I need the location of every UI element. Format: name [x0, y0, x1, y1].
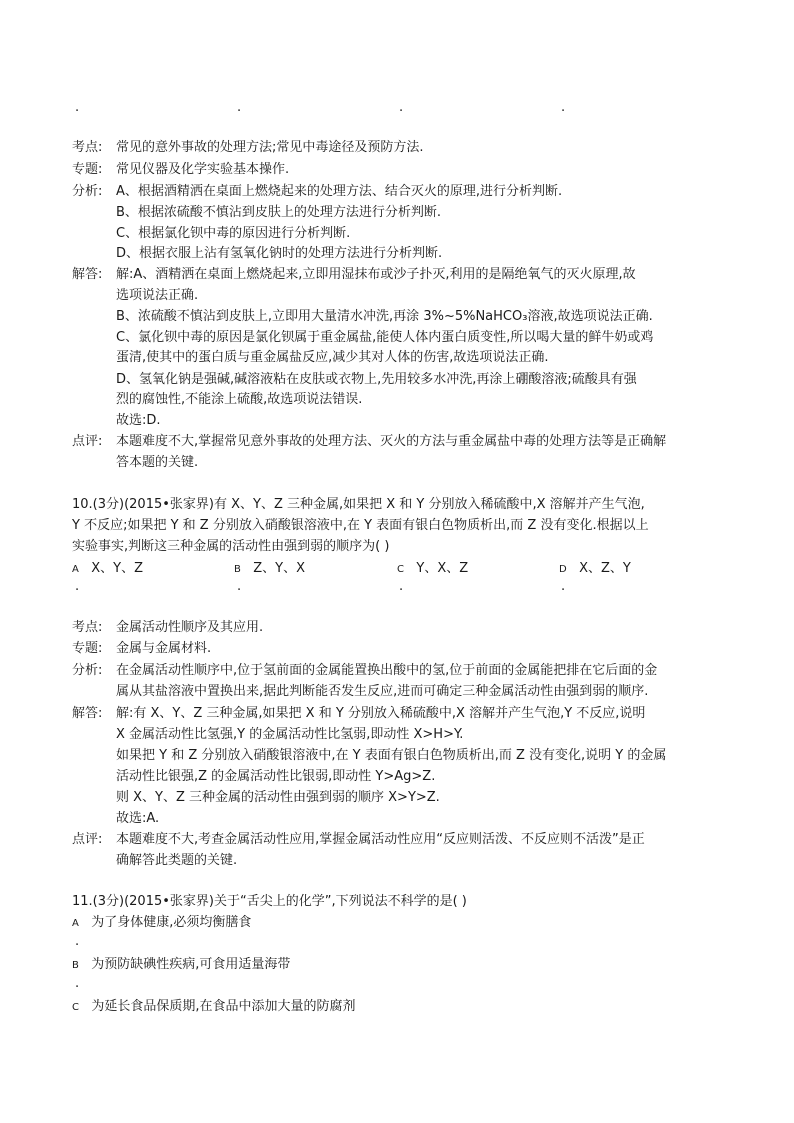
fenxi-line: 属从其盐溶液中置换出来,据此判断能否发生反应,进而可确定三种金属活动性由强到弱的顺序.	[116, 684, 649, 699]
fenxi-line: D、根据衣服上沾有氢氧化钠时的处理方法进行分析判断.	[116, 246, 443, 261]
jieda-line: C、氯化钡中毒的原因是氯化钡属于重金属盐,能使人体内蛋白质变性,所以喝大量的鲜牛奶或鸡	[116, 330, 654, 345]
jieda-line: 烈的腐蚀性,不能涂上硫酸,故选项说法错误.	[116, 392, 363, 407]
jieda-line: X 金属活动性比氢强,Y 的金属活动性比氢弱,即动性 X>H>Y.	[116, 727, 464, 742]
dianping-label: 点评:	[72, 832, 103, 847]
kaodian-text: 金属活动性顺序及其应用.	[116, 620, 264, 635]
option-dot: .	[75, 976, 80, 991]
option-text: X、Z、Y	[579, 561, 631, 576]
option-dot: .	[561, 579, 566, 594]
jieda-label: 解答:	[72, 267, 103, 282]
option-letter: C	[397, 564, 404, 575]
zhuanti-label: 专题:	[72, 641, 103, 656]
option-dot: .	[75, 100, 80, 115]
option-text: X、Y、Z	[91, 561, 144, 576]
option-a[interactable]	[72, 560, 143, 579]
question-stem: 11.(3分)(2015•张家界)关于“舌尖上的化学”,下列说法不科学的是( )	[72, 894, 467, 909]
kaodian-label: 考点:	[72, 620, 103, 635]
jieda-line: B、浓硫酸不慎沾到皮肤上,立即用大量清水冲洗,再涂 3%~5%NaHCO₃溶液,故选项说法正确.	[116, 309, 653, 324]
fenxi-label: 分析:	[72, 663, 103, 678]
option-text: Y、X、Z	[416, 561, 469, 576]
jieda-line: 蛋清,使其中的蛋白质与重金属盐反应,减少其对人体的伤害,故选项说法正确.	[116, 350, 549, 365]
zhuanti-text: 常见仪器及化学实验基本操作.	[116, 162, 290, 177]
fenxi-line: B、根据浓硫酸不慎沾到皮肤上的处理方法进行分析判断.	[116, 205, 442, 220]
option-dot: .	[399, 579, 404, 594]
zhuanti-text: 金属与金属材料.	[116, 641, 212, 656]
question-stem: 实验事实,判断这三种金属的活动性由强到弱的顺序为( )	[72, 539, 390, 554]
jieda-line: 则 X、Y、Z 三种金属的活动性由强到弱的顺序 X>Y>Z.	[116, 790, 440, 805]
dianping-line: 答本题的关键.	[116, 455, 199, 470]
fenxi-line: A、根据酒精洒在桌面上燃烧起来的处理方法、结合灭火的原理,进行分析判断.	[116, 184, 563, 199]
option-letter: A	[72, 564, 79, 575]
jieda-line: 解:A、酒精洒在桌面上燃烧起来,立即用湿抹布或沙子扑灭,利用的是隔绝氧气的灭火原理,故	[116, 267, 636, 282]
kaodian-label: 考点:	[72, 140, 103, 155]
option-d[interactable]	[559, 560, 631, 579]
dianping-line: 确解答此类题的关键.	[116, 853, 238, 868]
jieda-line: 如果把 Y 和 Z 分别放入硝酸银溶液中,在 Y 表面有银白色物质析出,而 Z 没有变化,说明 Y 的金属	[116, 748, 667, 763]
option-text: 为延长食品保质期,在食品中添加大量的防腐剂	[91, 999, 356, 1014]
option-dot: .	[237, 100, 242, 115]
option-dot: .	[75, 934, 80, 949]
option-b[interactable]	[72, 956, 290, 975]
fenxi-label: 分析:	[72, 184, 103, 199]
option-dot: .	[75, 579, 80, 594]
option-letter: B	[72, 960, 79, 971]
jieda-line: 故选:D.	[116, 413, 161, 428]
jieda-line: 活动性比银强,Z 的金属活动性比银弱,即动性 Y>Ag>Z.	[116, 769, 436, 784]
fenxi-line: 在金属活动性顺序中,位于氢前面的金属能置换出酸中的氢,位于前面的金属能把排在它后面的金	[116, 663, 658, 678]
dianping-line: 本题难度不大,考查金属活动性应用,掌握金属活动性应用“反应则活泼、不反应则不活泼”是正	[116, 832, 645, 847]
question-stem: 10.(3分)(2015•张家界)有 X、Y、Z 三种金属,如果把 X 和 Y 分别放入稀硫酸中,X 溶解并产生气泡,	[72, 497, 645, 512]
jieda-line: 选项说法正确.	[116, 288, 199, 303]
fenxi-line: C、根据氯化钡中毒的原因进行分析判断.	[116, 226, 351, 241]
option-dot: .	[561, 100, 566, 115]
jieda-line: D、氢氧化钠是强碱,碱溶液粘在皮肤或衣物上,先用较多水冲洗,再涂上硼酸溶液;硫酸具有强	[116, 372, 637, 387]
option-letter: D	[559, 564, 567, 575]
option-a[interactable]	[72, 914, 251, 933]
jieda-line: 故选:A.	[116, 811, 160, 826]
question-stem: Y 不反应;如果把 Y 和 Z 分别放入硝酸银溶液中,在 Y 表面有银白色物质析出,而 Z 没有变化.根据以上	[72, 518, 649, 533]
kaodian-text: 常见的意外事故的处理方法;常见中毒途径及预防方法.	[116, 140, 424, 155]
option-text: 为预防缺碘性疾病,可食用适量海带	[91, 957, 291, 972]
dianping-label: 点评:	[72, 434, 103, 449]
option-dot: .	[237, 579, 242, 594]
option-b[interactable]	[234, 560, 305, 579]
option-letter: C	[72, 1002, 79, 1013]
zhuanti-label: 专题:	[72, 162, 103, 177]
option-text: 为了身体健康,必须均衡膳食	[91, 915, 252, 930]
option-letter: A	[72, 918, 79, 929]
option-letter: B	[234, 564, 241, 575]
jieda-line: 解:有 X、Y、Z 三种金属,如果把 X 和 Y 分别放入稀硫酸中,X 溶解并产生气泡,Y 不反应,说明	[116, 706, 646, 721]
option-dot: .	[399, 100, 404, 115]
dianping-line: 本题难度不大,掌握常见意外事故的处理方法、灭火的方法与重金属盐中毒的处理方法等是正确解	[116, 434, 667, 449]
jieda-label: 解答:	[72, 706, 103, 721]
option-c[interactable]	[397, 560, 468, 579]
option-c[interactable]	[72, 998, 356, 1017]
option-text: Z、Y、X	[253, 561, 306, 576]
